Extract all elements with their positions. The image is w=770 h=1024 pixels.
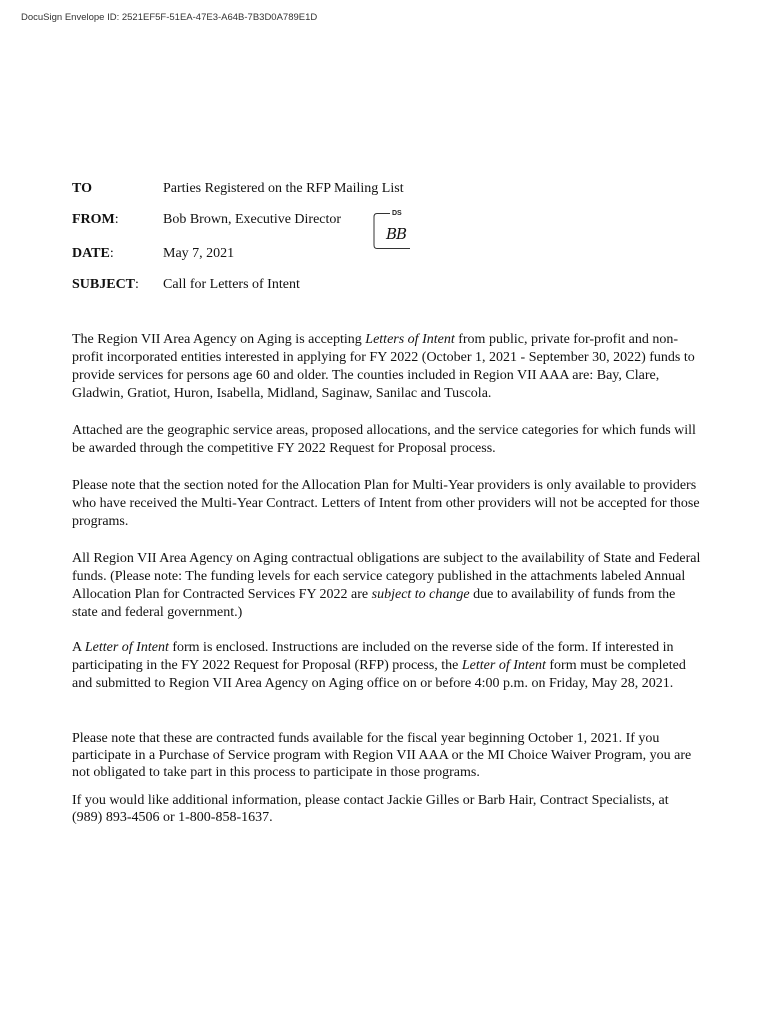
p5-text-a: A	[72, 640, 85, 655]
paragraph-contact: If you would like additional information, please contact Jackie Gilles or Barb Hair, Contract Specialists, at (989) 893-4506 or 1-800-858-1637.	[72, 793, 669, 825]
docusign-envelope-id: DocuSign Envelope ID: 2521EF5F-51EA-47E3-A64B-7B3D0A789E1D	[21, 12, 318, 23]
p5-letter-of-intent-2: Letter of Intent	[461, 658, 546, 673]
p5-text-e: form must be completed and submitted to Region VII Area Agency on Aging office on or before 4:00 p.m. on Friday, May 28, 2021.	[72, 658, 686, 691]
memo-date-colon: :	[109, 246, 114, 261]
p4-text-c: due to availability of funds from the state and federal government.)	[72, 587, 676, 620]
p1-text-a: The Region VII Area Agency on Aging is accepting	[72, 332, 366, 347]
memo-from-label-text: FROM	[72, 212, 115, 227]
p4-text-a: All Region VII Area Agency on Aging contractual obligations are subject to the availability of State and Federal funds. (Please note: The funding levels for each service category published in the attachments labeled Annual Allocation Plan for Contracted Services FY 2022 are	[72, 551, 701, 602]
memo-to-label: TO	[72, 181, 92, 196]
memo-date-label	[72, 246, 114, 262]
memo-from-label	[72, 212, 119, 228]
memo-from-colon: :	[114, 212, 119, 227]
memo-from-value: Bob Brown, Executive Director	[163, 212, 342, 227]
paragraph-multi-year: Please note that the section noted for the Allocation Plan for Multi-Year providers is only available to providers who have received the Multi-Year Contract. Letters of Intent from other providers will not be accepted for those programs.	[72, 478, 700, 529]
signature-stamp	[372, 210, 412, 252]
paragraph-intro	[72, 331, 702, 403]
memo-date-value: May 7, 2021	[163, 246, 235, 261]
signature-initials: BB	[386, 225, 407, 243]
paragraph-attachments: Attached are the geographic service areas, proposed allocations, and the service categories for which funds will be awarded through the competitive FY 2022 Request for Proposal process.	[72, 423, 696, 456]
signature-ds-tag: DS	[392, 210, 402, 217]
memo-subject-colon: :	[135, 277, 139, 292]
memo-to-row	[72, 181, 692, 199]
p5-letter-of-intent-1: Letter of Intent	[84, 640, 169, 655]
memo-subject-value: Call for Letters of Intent	[163, 277, 300, 292]
p5-text-c: form is enclosed. Instructions are included on the reverse side of the form. If interested in participating in the FY 2022 Request for Proposal (RFP) process, the	[72, 640, 674, 673]
paragraph-funding	[72, 550, 702, 622]
p1-text-c: from public, private for-profit and non-profit incorporated entities interested in applying for FY 2022 (October 1, 2021 - September 30, 2022) funds to provide services for persons age 60 and older. The counties included in Region VII AAA are: Bay, Clare, Gladwin, Gratiot, Huron, Isabella, Midland, Saginaw, Sanilac and Tuscola.	[72, 332, 695, 401]
memo-subject-label-text: SUBJECT	[72, 277, 136, 292]
p1-letters-of-intent: Letters of Intent	[365, 332, 455, 347]
paragraph-contracted-funds: Please note that these are contracted funds available for the fiscal year beginning October 1, 2021. If you participate in a Purchase of Service program with Region VII AAA or the MI Choice Waiver Program, you are not obligated to take part in this process to participate in those programs.	[72, 731, 692, 780]
p4-subject-to-change: subject to change	[371, 587, 470, 602]
memo-to-value: Parties Registered on the RFP Mailing List	[163, 181, 404, 196]
paragraph-letter-form	[72, 639, 702, 693]
memo-subject-label	[72, 277, 139, 293]
memo-date-label-text: DATE	[72, 246, 110, 261]
memo-subject-row	[72, 277, 692, 295]
